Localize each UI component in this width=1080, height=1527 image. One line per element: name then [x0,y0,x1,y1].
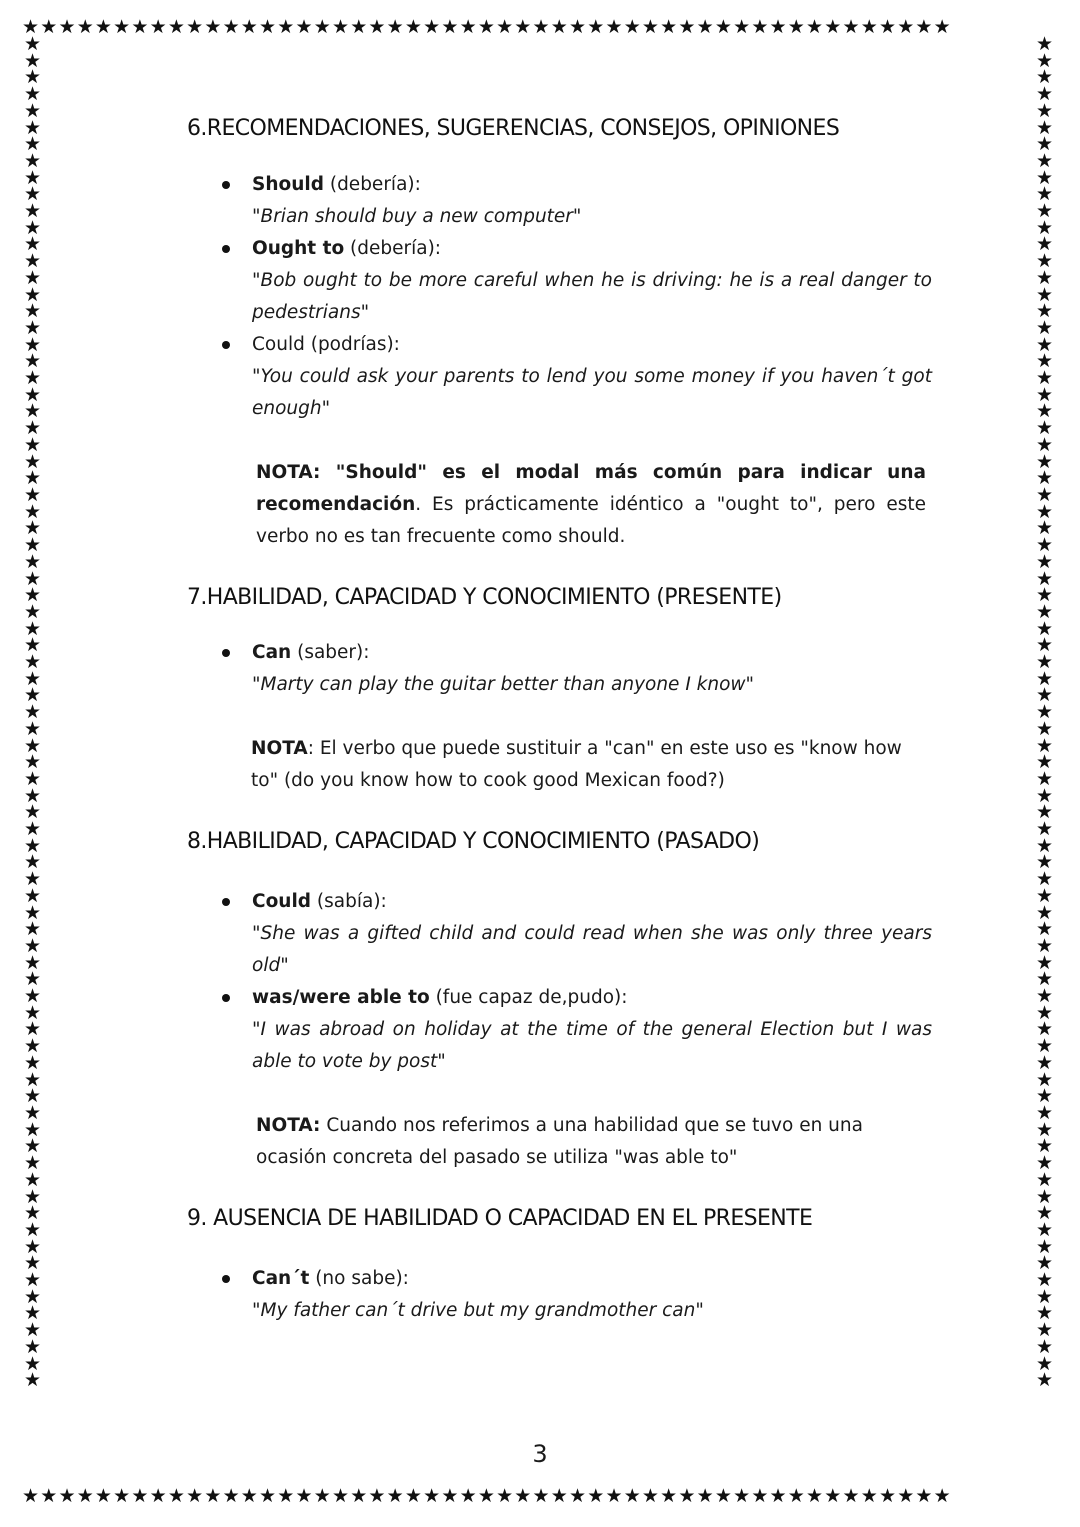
section-heading: 6.RECOMENDACIONES, SUGERENCIAS, CONSEJOS, OPINIONES [187,116,840,141]
note-bold-word: recomendación [256,494,416,515]
example-sentence: "I was abroad on holiday at the time of the general Election but I was able to vote by post" [252,1019,932,1072]
note-paragraph [256,457,926,553]
modal-term: Could [252,891,312,912]
note-paragraph [251,733,931,797]
example-sentence: "My father can´t drive but my grandmother can" [252,1300,704,1321]
note-label: NOTA: [256,462,321,483]
example-sentence: "She was a gifted child and could read when she was only three years old" [252,923,932,976]
list-item [252,637,932,701]
modal-gloss: (no sabe): [309,1268,409,1289]
example-sentence: "Bob ought to be more careful when he is driving: he is a real danger to pedestrians" [252,270,932,323]
section-heading: 8.HABILIDAD, CAPACIDAD Y CONOCIMIENTO (PASADO) [187,829,760,854]
bullet-icon [222,1275,232,1285]
example-sentence: "You could ask your parents to lend you some money if you haven´t got enough" [252,366,932,419]
star-border-bottom: ★★★★★★★★★★★★★★★★★★★★★★★★★★★★★★★★★★★★★★★★★★★★★★★★★★★ [22,1487,952,1507]
modal-gloss: (debería): [344,238,442,259]
note-text: "Should" es el modal más común para indicar una [320,462,926,483]
list-item [252,886,932,982]
section-heading: 9. AUSENCIA DE HABILIDAD O CAPACIDAD EN EL PRESENTE [187,1206,813,1231]
star-border-top: ★★★★★★★★★★★★★★★★★★★★★★★★★★★★★★★★★★★★★★★★★★★★★★★★★★★ [22,18,952,38]
modal-term: was/were able to [252,987,430,1008]
note-label: NOTA [251,738,308,759]
note-label: NOTA: [256,1115,321,1136]
bullet-icon [222,898,232,908]
list-item [252,233,932,329]
example-sentence: "Marty can play the guitar better than anyone I know" [252,674,755,695]
modal-gloss: (sabía): [311,891,387,912]
modal-gloss: (fue capaz de,pudo): [429,987,628,1008]
list-item [252,329,932,425]
list-item [252,169,932,233]
bullet-icon [222,181,232,191]
list-item [252,1263,932,1327]
page-number: 3 [532,1440,548,1468]
note-text: . Es prácticamente idéntico a "ought to", pero este verbo no es tan frecuente como should. [256,494,926,547]
note-text: Cuando nos referimos a una habilidad que se tuvo en una ocasión concreta del pasado se utiliza "was able to" [256,1115,863,1168]
star-border-right: ★★★★★★★★★★★★★★★★★★★★★★★★★★★★★★★★★★★★★★★★★★★★★★★★★★★★★★★★★★★★★★★★★★★★★★★★★★★★★★★★★ [1036,36,1054,1392]
modal-term: Ought to [252,238,345,259]
modal-gloss: Could (podrías): [252,334,400,355]
example-sentence: "Brian should buy a new computer" [252,206,582,227]
modal-term: Can´t [252,1268,310,1289]
bullet-icon [222,649,232,659]
list-item [252,982,932,1078]
note-paragraph [256,1110,926,1174]
modal-term: Can [252,642,292,663]
modal-gloss: (saber): [291,642,370,663]
note-text: : El verbo que puede sustituir a "can" en este uso es "know how to" (do you know how to cook good Mexican food?) [251,738,902,791]
bullet-icon [222,994,232,1004]
modal-term: Should [252,174,324,195]
modal-gloss: (debería): [323,174,421,195]
section-heading: 7.HABILIDAD, CAPACIDAD Y CONOCIMIENTO (PRESENTE) [187,585,782,610]
bullet-icon [222,341,232,351]
star-border-left: ★★★★★★★★★★★★★★★★★★★★★★★★★★★★★★★★★★★★★★★★★★★★★★★★★★★★★★★★★★★★★★★★★★★★★★★★★★★★★★★★★ [24,36,42,1392]
bullet-icon [222,245,232,255]
